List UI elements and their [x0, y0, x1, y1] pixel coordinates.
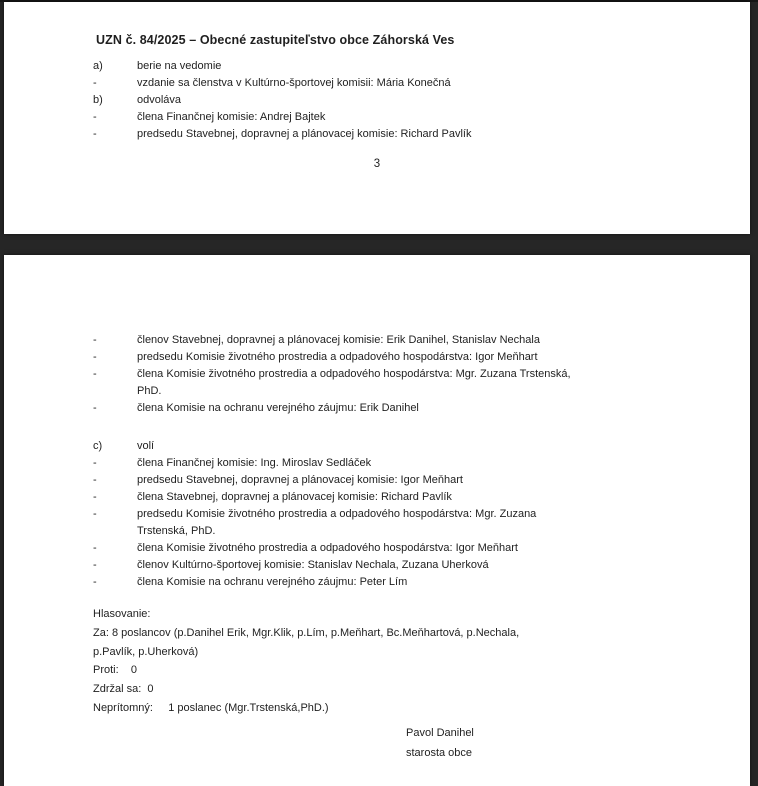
- list-text: členov Stavebnej, dopravnej a plánovacej komisie: Erik Danihel, Stanislav Nechala: [137, 334, 540, 346]
- list-item: [93, 489, 678, 506]
- list-item: [93, 574, 678, 591]
- list-marker: -: [93, 402, 97, 414]
- voting-absent-line: Neprítomný: 1 poslanec (Mgr.Trstenská,PhD.): [93, 701, 329, 714]
- list-item: [93, 126, 678, 143]
- list-item-continuation: [93, 523, 678, 540]
- list-marker: a): [93, 60, 103, 72]
- list-marker: -: [93, 128, 97, 140]
- list-marker: -: [93, 457, 97, 469]
- voting-heading: Hlasovanie:: [93, 608, 151, 620]
- list-text: berie na vedomie: [137, 60, 222, 72]
- voting-against-line: Proti: 0: [93, 664, 138, 677]
- list-text: člena Komisie životného prostredia a odpadového hospodárstva: Mgr. Zuzana Trstenská,: [137, 368, 571, 380]
- list-marker: -: [93, 334, 97, 346]
- list-text: PhD.: [137, 385, 162, 397]
- list-marker: -: [93, 576, 97, 588]
- list-text: odvoláva: [137, 94, 182, 106]
- list-marker: -: [93, 368, 97, 380]
- list-marker: -: [93, 542, 97, 554]
- list-item: [93, 349, 678, 366]
- list-item: [93, 438, 678, 455]
- removed-members-list: [93, 332, 678, 417]
- voting-for-line-1: Za: 8 poslancov (p.Danihel Erik, Mgr.Klik, p.Lím, p.Meňhart, Bc.Meňhartová, p.Nechala,: [93, 626, 520, 639]
- list-marker: [93, 523, 137, 540]
- signature-block: [406, 724, 474, 763]
- list-marker: -: [93, 77, 97, 89]
- list-item: [93, 366, 678, 383]
- list-text: člena Komisie na ochranu verejného záujmu: Peter Lím: [137, 576, 408, 588]
- signature-name: Pavol Danihel: [406, 727, 474, 739]
- list-text: predsedu Komisie životného prostredia a odpadového hospodárstva: Mgr. Zuzana: [137, 508, 537, 520]
- list-marker: -: [93, 491, 97, 503]
- voting-results: [93, 605, 678, 718]
- page-number: 3: [373, 158, 381, 170]
- list-text: členov Kultúrno-športovej komisie: Stanislav Nechala, Zuzana Uherková: [137, 559, 489, 571]
- list-item: [93, 472, 678, 489]
- list-text: predsedu Komisie životného prostredia a odpadového hospodárstva: Igor Meňhart: [137, 351, 538, 363]
- list-item: [93, 109, 678, 126]
- list-text: člena Finančnej komisie: Andrej Bajtek: [137, 111, 326, 123]
- list-text: Trstenská, PhD.: [137, 525, 216, 537]
- list-text: člena Stavebnej, dopravnej a plánovacej komisie: Richard Pavlík: [137, 491, 452, 503]
- list-item: [93, 455, 678, 472]
- elected-members-list: [93, 438, 678, 591]
- voting-for-line-2: p.Pavlík, p.Uherková): [93, 645, 199, 658]
- list-item: [93, 400, 678, 417]
- list-marker: -: [93, 508, 97, 520]
- document-page-2: [4, 255, 750, 786]
- signature-role: starosta obce: [406, 746, 473, 759]
- list-text: člena Komisie životného prostredia a odpadového hospodárstva: Igor Meňhart: [137, 542, 518, 554]
- list-marker: -: [93, 351, 97, 363]
- list-item: [93, 332, 678, 349]
- list-item: [93, 506, 678, 523]
- list-marker: b): [93, 94, 103, 106]
- list-text: vzdanie sa členstva v Kultúrno-športovej komisii: Mária Konečná: [137, 77, 451, 89]
- list-text: člena Komisie na ochranu verejného záujmu: Erik Danihel: [137, 402, 419, 414]
- list-text: predsedu Stavebnej, dopravnej a plánovacej komisie: Igor Meňhart: [137, 474, 463, 486]
- list-marker: [93, 383, 137, 400]
- list-marker: -: [93, 111, 97, 123]
- voting-abstained-line: Zdržal sa: 0: [93, 683, 154, 696]
- list-item: [93, 75, 678, 92]
- list-item: [93, 557, 678, 574]
- document-page-1: [4, 2, 750, 234]
- resolution-title: UZN č. 84/2025 – Obecné zastupiteľstvo obce Záhorská Ves: [96, 33, 455, 47]
- list-item-continuation: [93, 383, 678, 400]
- list-item: [93, 540, 678, 557]
- list-text: predsedu Stavebnej, dopravnej a plánovacej komisie: Richard Pavlík: [137, 128, 472, 140]
- resolution-list-page1: [93, 58, 678, 143]
- list-marker: -: [93, 559, 97, 571]
- list-item: [93, 92, 678, 109]
- list-item: [93, 58, 678, 75]
- list-text: člena Finančnej komisie: Ing. Miroslav Sedláček: [137, 457, 372, 469]
- list-marker: -: [93, 474, 97, 486]
- list-marker: c): [93, 440, 103, 452]
- list-text: volí: [137, 440, 155, 452]
